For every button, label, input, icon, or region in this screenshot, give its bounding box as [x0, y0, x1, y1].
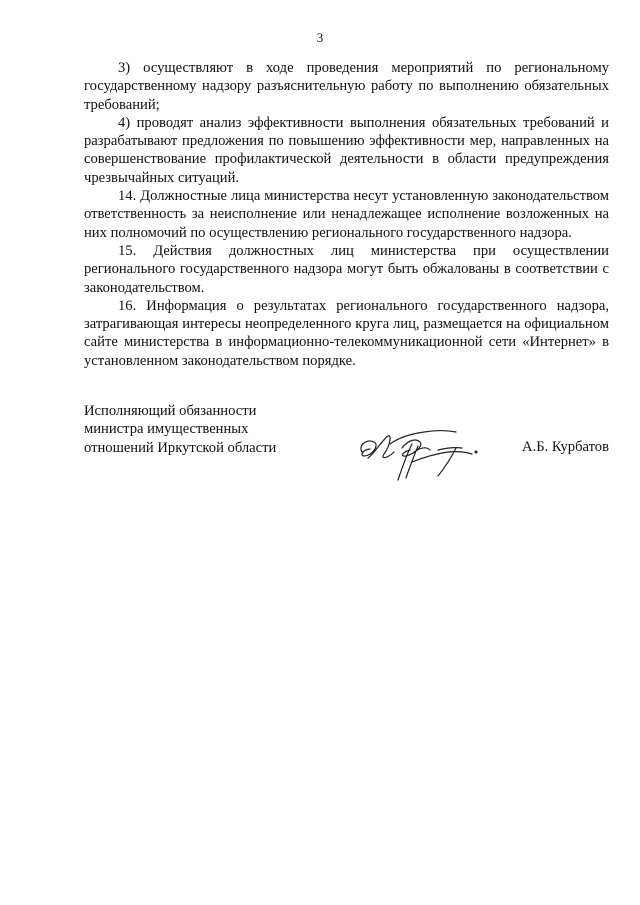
- signature-block: [84, 402, 609, 492]
- page-number: 3: [316, 30, 324, 45]
- paragraph-clause-15: 15. Действия должностных лиц министерства при осуществлении регионального государственного надзора могут быть обжалованы в соответствии с законодательством.: [84, 242, 609, 296]
- signer-position-line: министра имущественных: [84, 421, 249, 438]
- signer-position: [84, 402, 334, 457]
- signer-position-line: отношений Иркутской области: [84, 439, 277, 456]
- paragraph-item-4: 4) проводят анализ эффективности выполнения обязательных требований и разрабатывают предложения по повышению эффективности мер, направленных на совершенствование профилактической деятельности в области предупреждения чрезвычайных ситуаций.: [84, 114, 609, 186]
- handwritten-signature-icon: [354, 422, 489, 484]
- paragraph-item-3: 3) осуществляют в ходе проведения мероприятий по региональному государственному надзору разъяснительную работу по выполнению обязательных требований;: [84, 60, 609, 113]
- paragraph-clause-14: 14. Должностные лица министерства несут установленную законодательством ответственность за неисполнение или ненадлежащее исполнение возложенных на них полномочий по осуществлению регионального государственного надзора.: [84, 188, 609, 241]
- signer-position-line: Исполняющий обязанности: [84, 403, 257, 419]
- paragraph-clause-16: 16. Информация о результатах регионального государственного надзора, затрагивающая интересы неопределенного круга лиц, размещается на официальном сайте министерства в информационно-телекоммуникационной сети «Интернет» в установленном законодательством порядке.: [84, 297, 609, 369]
- document-body: [84, 59, 609, 370]
- signer-name: А.Б. Курбатов: [522, 439, 609, 455]
